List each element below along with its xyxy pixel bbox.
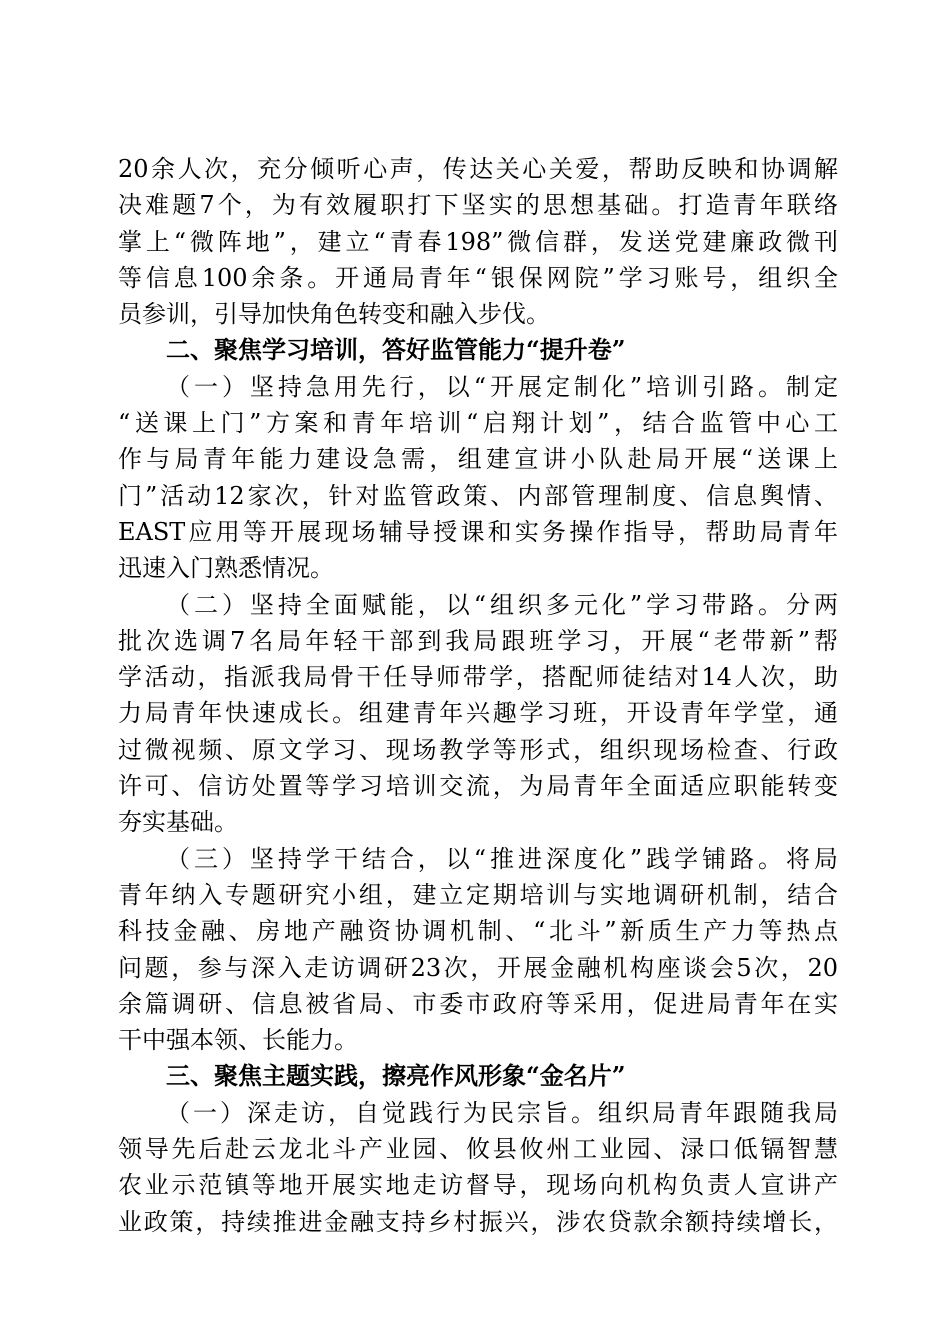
heading-text: 二、聚焦学习培训，答好监管能力“提升卷”	[166, 335, 626, 365]
text-line: 农业示范镇等地开展实地走访督导，现场向机构负责人宣讲产	[118, 1171, 838, 1200]
text-line: 干中强本领、长能力。	[118, 1026, 358, 1055]
text-line: 许可、信访处置等学习培训交流，为局青年全面适应职能转变	[118, 772, 838, 801]
text-line: （二）坚持全面赋能，以“组织多元化”学习带路。分两	[166, 590, 838, 619]
text-line: 夯实基础。	[118, 808, 238, 837]
text-line: 问题，参与深入走访调研23次，开展金融机构座谈会5次，20	[118, 953, 838, 982]
text-line: 领导先后赴云龙北斗产业园、攸县攸州工业园、渌口低镉智慧	[118, 1135, 838, 1164]
text-line: 决难题7个，为有效履职打下坚实的思想基础。打造青年联络	[118, 191, 838, 220]
text-line: “送课上门”方案和青年培训“启翔计划”，结合监管中心工	[118, 409, 838, 438]
text-line: 业政策，持续推进金融支持乡村振兴，涉农贷款余额持续增长，	[118, 1207, 838, 1236]
text-line: 20余人次，充分倾听心声，传达关心关爱，帮助反映和协调解	[118, 155, 838, 183]
text-line: 等信息100余条。开通局青年“银保网院”学习账号，组织全	[118, 263, 838, 292]
text-line: （一）坚持急用先行，以“开展定制化”培训引路。制定	[166, 372, 838, 401]
text-line: 力局青年快速成长。组建青年兴趣学习班，开设青年学堂，通	[118, 699, 838, 728]
text-line: 作与局青年能力建设急需，组建宣讲小队赴局开展“送课上	[118, 445, 838, 474]
text-line: 迅速入门熟悉情况。	[118, 554, 334, 583]
section-heading-3	[118, 1058, 838, 1094]
text-line: 学活动，指派我局骨干任导师带学，搭配师徒结对14人次，助	[118, 663, 838, 692]
section-heading-2	[118, 332, 838, 368]
text-line: 掌上“微阵地”，建立“青春198”微信群，发送党建廉政微刊	[118, 227, 838, 256]
paragraph-2-1	[118, 369, 838, 587]
paragraph-2-3	[118, 841, 838, 1059]
paragraph-3-1	[118, 1095, 838, 1240]
text-line: 批次选调7名局年轻干部到我局跟班学习，开展“老带新”帮	[118, 626, 838, 655]
text-line: 过微视频、原文学习、现场教学等形式，组织现场检查、行政	[118, 735, 838, 764]
text-line: （三）坚持学干结合，以“推进深度化”践学铺路。将局	[166, 844, 838, 873]
text-line: 员参训，引导加快角色转变和融入步伐。	[118, 300, 550, 329]
paragraph-continuation	[118, 151, 838, 332]
text-line: （一）深走访，自觉践行为民宗旨。组织局青年跟随我局	[166, 1098, 838, 1127]
paragraph-2-2	[118, 587, 838, 841]
text-line: 门”活动12家次，针对监管政策、内部管理制度、信息舆情、	[118, 481, 838, 510]
heading-text: 三、聚焦主题实践，擦亮作风形象“金名片”	[166, 1061, 626, 1091]
text-line: 余篇调研、信息被省局、市委市政府等采用，促进局青年在实	[118, 989, 838, 1018]
text-line: EAST应用等开展现场辅导授课和实务操作指导，帮助局青年	[118, 517, 838, 546]
text-line: 青年纳入专题研究小组，建立定期培训与实地调研机制，结合	[118, 880, 838, 909]
text-line: 科技金融、房地产融资协调机制、“北斗”新质生产力等热点	[118, 917, 838, 946]
document-page	[118, 151, 838, 1240]
